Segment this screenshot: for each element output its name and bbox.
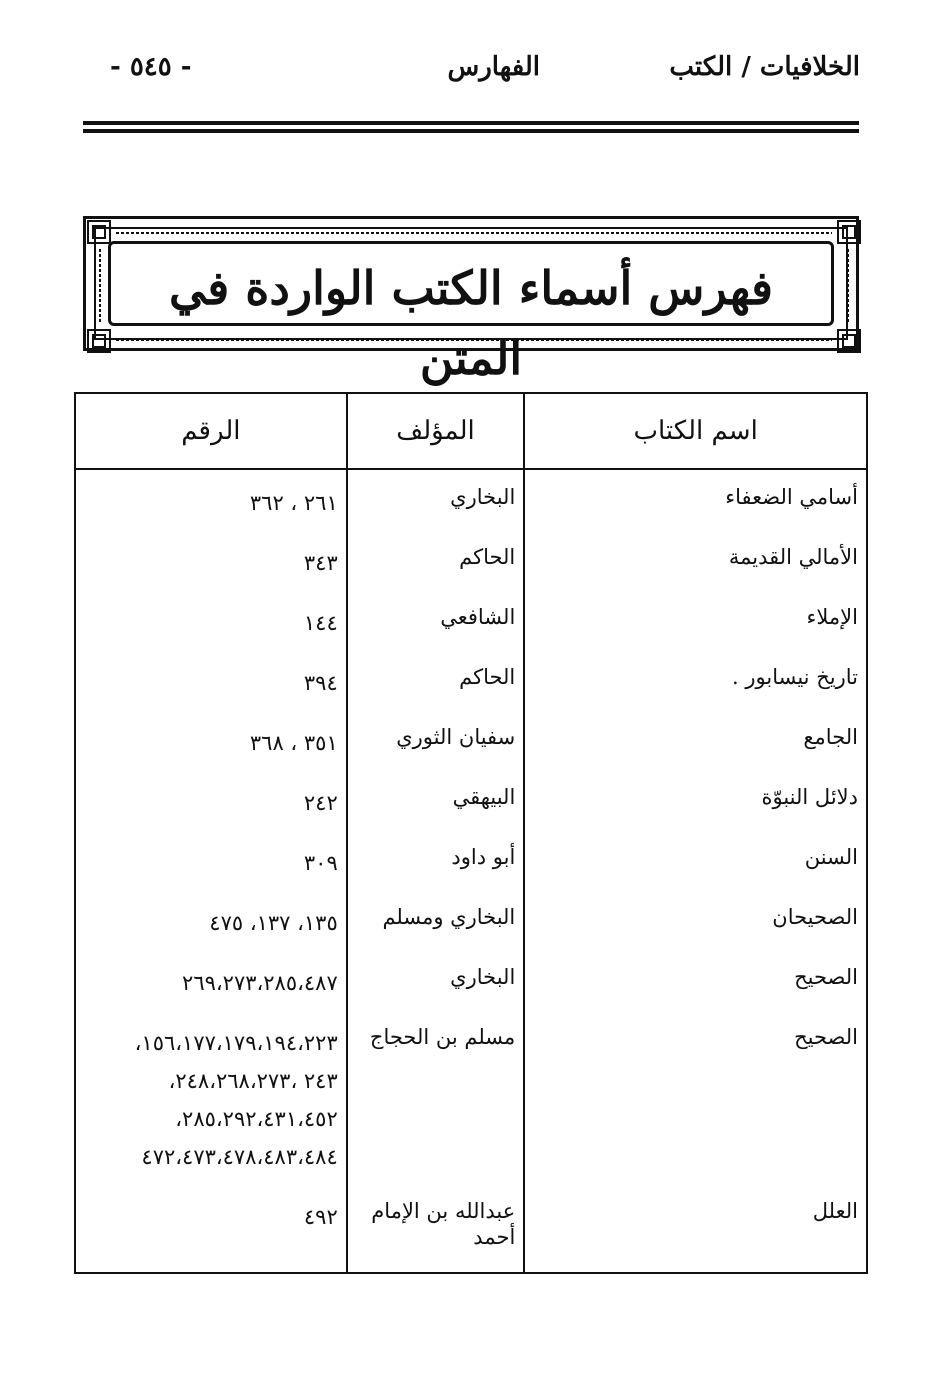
reference-numbers: ١٥٦،١٧٧،١٧٩،١٩٤،٢٢٣، bbox=[134, 1031, 338, 1055]
book-name: الصحيح bbox=[524, 950, 867, 1010]
reference-numbers: ٤٩٢ bbox=[303, 1205, 338, 1229]
table-row bbox=[75, 469, 867, 530]
books-index-table bbox=[74, 392, 868, 1274]
author-name: البخاري bbox=[347, 950, 525, 1010]
book-name: الجامع bbox=[524, 710, 867, 770]
author-name: سفيان الثوري bbox=[347, 710, 525, 770]
book-name: أسامي الضعفاء bbox=[524, 469, 867, 530]
reference-numbers: ٣٤٣ bbox=[303, 551, 338, 575]
reference-numbers: ٢٦١ ، ٣٦٢ bbox=[249, 491, 338, 515]
book-name: الصحيحان bbox=[524, 890, 867, 950]
header-author: المؤلف bbox=[347, 393, 525, 469]
reference-numbers: ٢٤٢ bbox=[303, 791, 338, 815]
title-ornamental-frame bbox=[83, 216, 859, 385]
reference-numbers: ٣٥١ ، ٣٦٨ bbox=[249, 731, 338, 755]
table-row bbox=[75, 1010, 867, 1184]
book-name: دلائل النبوّة bbox=[524, 770, 867, 830]
table-row bbox=[75, 710, 867, 770]
reference-numbers: ٢٨٥،٢٩٢،٤٣١،٤٥٢، bbox=[175, 1107, 338, 1131]
table-row bbox=[75, 770, 867, 830]
author-name: البخاري bbox=[347, 469, 525, 530]
reference-numbers: ١٤٤ bbox=[303, 611, 338, 635]
page-title: فهرس أسماء الكتب الواردة في المتن bbox=[168, 261, 774, 385]
author-name: أبو داود bbox=[347, 830, 525, 890]
book-name: تاريخ نيسابور . bbox=[524, 650, 867, 710]
author-name: البيهقي bbox=[347, 770, 525, 830]
reference-numbers: ٢٦٩،٢٧٣،٢٨٥،٤٨٧ bbox=[182, 971, 338, 995]
table-header-row bbox=[75, 393, 867, 469]
running-head-title: الفهارس bbox=[447, 52, 540, 82]
author-name: الحاكم bbox=[347, 650, 525, 710]
table-row bbox=[75, 890, 867, 950]
reference-numbers: ٢٤٣ ،٢٤٨،٢٦٨،٢٧٣، bbox=[168, 1069, 338, 1093]
author-name: البخاري ومسلم bbox=[347, 890, 525, 950]
table-row bbox=[75, 950, 867, 1010]
page-number: - ٥٤٥ - bbox=[110, 52, 192, 82]
header-double-rule bbox=[83, 121, 859, 133]
book-name: الصحيح bbox=[524, 1010, 867, 1184]
running-head bbox=[80, 52, 860, 102]
reference-numbers: ٣٩٤ bbox=[303, 671, 338, 695]
author-name: عبدالله بن الإمام أحمد bbox=[347, 1184, 525, 1273]
reference-numbers: ٤٧٢،٤٧٣،٤٧٨،٤٨٣،٤٨٤ bbox=[141, 1145, 338, 1169]
author-name: الشافعي bbox=[347, 590, 525, 650]
running-head-section: الخلافيات / الكتب bbox=[669, 52, 860, 82]
book-name: الإملاء bbox=[524, 590, 867, 650]
book-name: الأمالي القديمة bbox=[524, 530, 867, 590]
book-name: العلل bbox=[524, 1184, 867, 1273]
author-name: مسلم بن الحجاج bbox=[347, 1010, 525, 1184]
table-row bbox=[75, 530, 867, 590]
author-name: الحاكم bbox=[347, 530, 525, 590]
table-row bbox=[75, 1184, 867, 1273]
header-number: الرقم bbox=[75, 393, 347, 469]
book-name: السنن bbox=[524, 830, 867, 890]
reference-numbers: ٣٠٩ bbox=[303, 851, 338, 875]
table-row bbox=[75, 650, 867, 710]
reference-numbers: ١٣٥، ١٣٧، ٤٧٥ bbox=[209, 911, 338, 935]
header-book-name: اسم الكتاب bbox=[524, 393, 867, 469]
table-row bbox=[75, 830, 867, 890]
table-row bbox=[75, 590, 867, 650]
